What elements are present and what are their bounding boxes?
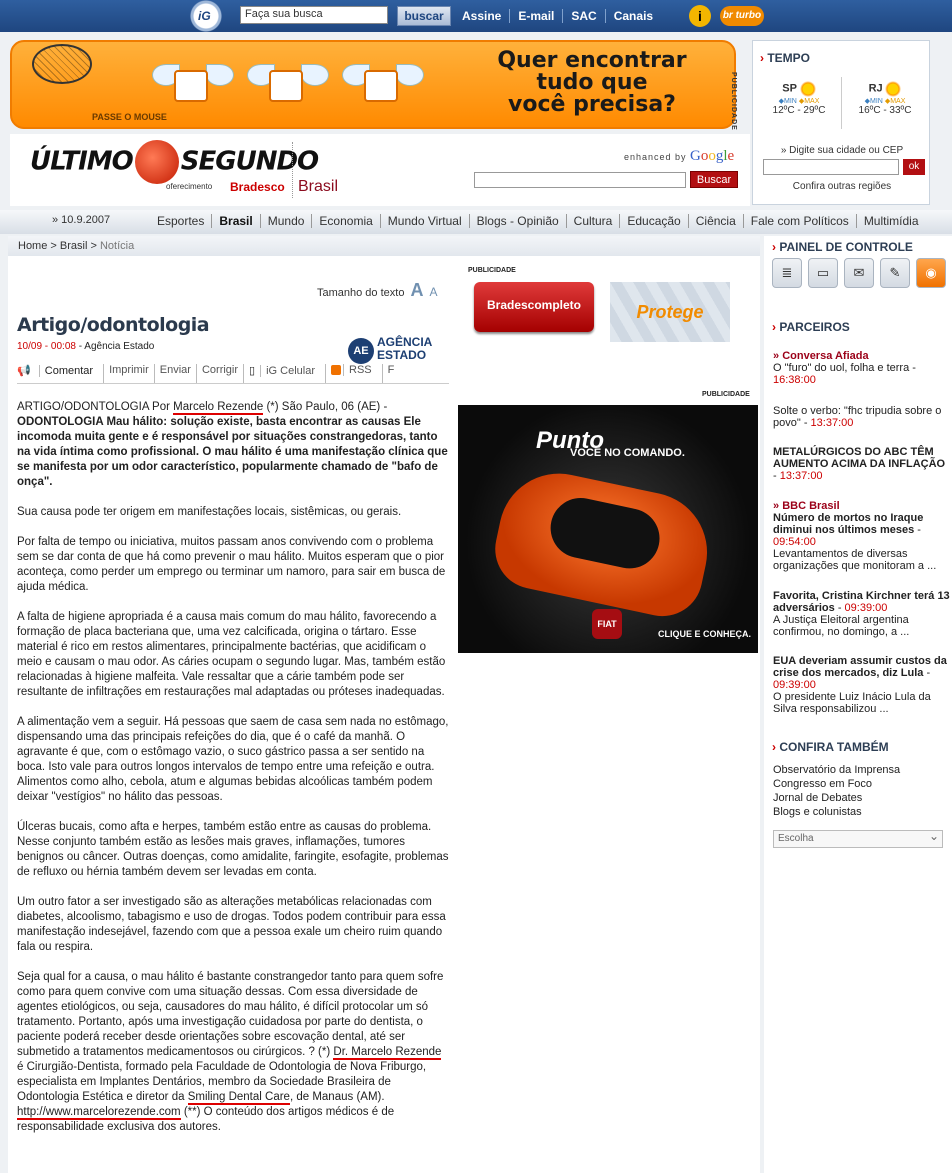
enhanced-by-label: enhanced by [624,152,687,162]
section-nav [0,210,952,234]
banner-headline-line: Quer encontrar [497,48,687,73]
partner-news-item[interactable]: » Conversa Afiada O "furo" do uol, folha e terra - 16:38:00 [773,350,951,386]
rss-button[interactable]: RSS [325,364,382,383]
confira-link[interactable]: Observatório da Imprensa [773,764,901,776]
weather-city-sp[interactable] [759,81,839,116]
nav-mundo[interactable]: Mundo [260,214,312,228]
weather-title-text: TEMPO [767,51,811,65]
nav-ciencia[interactable]: Ciência [688,214,743,228]
nav-blogs[interactable]: Blogs - Opinião [469,214,566,228]
info-icon[interactable]: i [689,5,711,27]
header-divider [292,142,293,198]
confira-link[interactable]: Congresso em Foco [773,778,873,790]
font-size-label: Tamanho do texto [317,287,405,299]
article-paragraph: A alimentação vem a seguir. Há pessoas que saem de casa sem nada no estômago, dispensando uma das principais refeições do dia, que é o café da manhã. O agravante é que, com o estômago vazio, o suco gástrico passa a ser sentido na boca. Isto vale para outros longos intervalos de tempo entre uma refeição e outra. Alimentos como alho, cebola, atum e algumas bebidas alcoólicas também podem deixar "vestígios" no hálito das pessoas. [17,716,449,803]
article-paragraph: Por falta de tempo ou iniciativa, muitos passam anos convivendo com o problema sem se dar conta de que há como prevenir o mau hálito. Muitos esperam que o pior aconteça, como perder um emprego ou terminar um namoro, para sair em busca de ajuda médica. [17,536,446,593]
ultimo-segundo-logo[interactable] [30,140,318,184]
article-paragraph: Úlceras bucais, como afta e herpes, também estão entre as causas do problema. Nesse conjunto também estão as lesões mais graves, inflamações, tumores benignos ou câncer. Outras doenças, como amidalite, faringite, esofagite, problemas de refluxo ou hérnia também devem ser levadas em conta. [17,821,449,878]
temperature-range: 12ºC - 29ºC [772,105,826,116]
nav-mundo-virtual[interactable]: Mundo Virtual [380,214,469,228]
breadcrumb-current: Notícia [99,240,135,252]
fiat-logo: FIAT [592,609,622,639]
ad-pub-label: PUBLICIDADE [468,267,516,274]
google-search-button[interactable]: Buscar [690,171,738,188]
article-lead: ARTIGO/ODONTOLOGIA Por Marcelo Rezende (*) São Paulo, 06 (AE) - ODONTOLOGIA Mau hálito: solução existe, basta encontrar as causas Ele incomoda muita gente e é responsável por situações constrangedoras, tanto na vida íntima como profissional. O mau hálito é uma manifestação clínica que se manifesta por um odor característico, popularmente chamado de "bafo de onça". [17,401,448,488]
news-headline: METALÚRGICOS DO ABC TÊM AUMENTO ACIMA DA INFLAÇÃO [773,446,946,470]
nav-links [150,214,926,228]
min-max-label: ◆MIN ◆MAX [864,98,906,105]
top-link-canais[interactable]: Canais [605,9,661,23]
protege-ad[interactable]: Protege [610,282,730,342]
google-logo: Google [690,148,735,164]
top-link-assine[interactable]: Assine [462,9,502,23]
article-title: Artigo/odontologia [17,314,210,336]
nav-esportes[interactable]: Esportes [157,214,205,228]
nav-brasil[interactable]: Brasil [211,214,259,228]
weather-city-rj[interactable] [845,81,925,116]
brturbo-logo[interactable]: br turbo [720,6,764,26]
brand-right: SEGUNDO [180,146,319,177]
banner-pub-label: PUBLICIDADE [730,72,737,131]
google-search-input[interactable] [474,172,686,188]
ad-pub-label: PUBLICIDADE [702,391,750,398]
winged-brush-icon [342,58,424,118]
rss-icon[interactable]: ◉ [916,258,946,288]
news-icon[interactable]: ≣ [772,258,802,288]
news-time: 13:37:00 [779,470,823,482]
nav-economia[interactable]: Economia [311,214,379,228]
folder-icon[interactable]: ▭ [808,258,838,288]
nav-educacao[interactable]: Educação [619,214,687,228]
article-source: - Agência Estado [75,341,155,352]
more-button[interactable]: F [382,364,400,383]
search-input[interactable]: Faça sua busca [240,6,388,24]
font-decrease-button[interactable]: A [429,285,438,299]
partner-news-item[interactable]: » BBC Brasil Número de mortos no Iraque diminui nos últimos meses - 09:54:00 Levantamentos de diversas organizações que monitoram a ... [773,500,951,572]
article-meta [17,341,154,352]
punto-cta: CLIQUE E CONHEÇA. [658,629,752,639]
news-time: 09:39:00 [844,602,888,614]
partner-news-item[interactable]: Favorita, Cristina Kirchner terá 13 adversários - 09:39:00 A Justiça Eleitoral argentina confirmou, no domingo, a ... [773,590,950,638]
print-button[interactable]: Imprimir [103,364,154,383]
brand-left: ÚLTIMO [30,146,133,177]
main-content [8,236,760,1173]
winged-house-icon [152,58,234,118]
agencia-estado-logo [348,336,448,364]
nav-date: » 10.9.2007 [52,214,111,226]
city-name: SP [782,82,797,95]
butterfly-net-icon [32,44,92,84]
temperature-range: 16ºC - 33ºC [858,105,912,116]
author-bio-link[interactable]: Dr. Marcelo Rezende [333,1046,442,1058]
control-panel-icons [772,258,946,288]
news-summary: A Justiça Eleitoral argentina confirmou, no domingo, a ... [773,614,910,638]
punto-tagline: VOCÊ NO COMANDO. [570,447,685,459]
edit-icon[interactable]: ✎ [880,258,910,288]
punto-title: Punto [536,427,604,454]
cep-ok-button[interactable]: ok [903,159,925,175]
ae-circle: AE [348,338,374,364]
search-button[interactable]: buscar [397,6,451,26]
news-time: 09:54:00 [773,536,816,548]
news-time: 09:39:00 [773,679,816,691]
news-source: » Conversa Afiada [773,350,951,362]
confira-link[interactable]: Jornal de Debates [773,792,863,804]
min-max-label: ◆MIN ◆MAX [778,98,820,105]
news-time: 13:37:00 [810,417,854,429]
banner-headline [492,50,692,116]
nav-multimidia[interactable]: Multimídia [856,214,926,228]
news-time: 16:38:00 [773,374,816,386]
top-bar [0,0,952,32]
news-summary: Levantamentos de diversas organizações que monitoram a ... [773,548,937,572]
winged-laptop-icon [247,58,329,118]
top-link-sac[interactable]: SAC [562,9,604,23]
sun-icon [800,81,816,97]
font-size-control [317,280,437,301]
cep-input[interactable] [763,159,899,175]
weather-title: › TEMPO [760,51,811,65]
other-regions-link[interactable]: Confira outras regiões [792,181,892,192]
bradesco-sponsor[interactable]: Bradesco [230,180,285,194]
nav-fale-politicos[interactable]: Fale com Políticos [743,214,856,228]
mail-icon[interactable]: ✉ [844,258,874,288]
logo-ball-icon [135,140,179,184]
article-paragraph: Sua causa pode ter origem em manifestações locais, sistêmicas, ou gerais. [17,506,402,518]
partner-news-item[interactable]: EUA deveriam assumir custos da crise dos mercados, diz Lula - 09:39:00 O presidente Luiz Inácio Lula da Silva responsabilizou ... [773,655,951,715]
article-paragraph: A falta de higiene apropriada é a causa mais comum do mau hálito, favorecendo a formação de placa bacteriana que, uma vez calcificada, origina o tártaro. Esse material é rico em restos alimentares, principalmente bactérias, que acidificam o meio e causam o mau odor. As cáries ocupam o segundo lugar. Mas, também estão relacionadas à higiene malfeita. Vale ressaltar que a cárie também pode ser resultante de infiltrações em restaurações mal adaptadas ou próteses inadequadas. [17,611,446,698]
breadcrumb: Home > Brasil > Notícia [8,236,760,256]
fiat-punto-ad[interactable] [458,405,758,653]
article-tools [17,364,449,384]
sun-cloud-icon [885,81,901,97]
top-link-email[interactable]: E-mail [509,9,562,23]
news-summary: O presidente Luiz Inácio Lula da Silva responsabilizou ... [773,691,931,715]
partners-title: › PARCEIROS [772,320,850,334]
breadcrumb-section[interactable]: Brasil [59,240,88,252]
article-body [17,400,449,1150]
send-button[interactable]: Enviar [154,364,196,383]
car-image [488,462,718,623]
weather-box [752,40,930,205]
agency-line: ESTADO [377,348,427,362]
rss-icon [331,365,341,375]
top-nav [462,9,661,23]
ig-logo[interactable] [176,0,232,32]
correct-button[interactable]: Corrigir [196,364,243,383]
panel-title: › PAINEL DE CONTROLE [772,240,913,254]
partner-news-item[interactable]: METALÚRGICOS DO ABC TÊM AUMENTO ACIMA DA INFLAÇÃO - 13:37:00 [773,446,946,482]
news-headline: Favorita, Cristina Kirchner terá 13 adversários [773,590,950,614]
city-name: RJ [868,82,883,95]
cep-label: » Digite sua cidade ou CEP [780,145,904,156]
comment-button[interactable]: 📢 Comentar [17,364,103,383]
clinic-link[interactable]: Smiling Dental Care [187,1091,290,1103]
agency-line: AGÊNCIA [377,335,433,349]
megaphone-icon: 📢 [17,365,34,377]
confira-select[interactable]: Escolha ⌄ [773,830,943,848]
banner-headline-line: tudo que [536,70,648,95]
news-headline: EUA deveriam assumir custos da crise dos mercados, diz Lula [773,655,947,679]
font-increase-button[interactable]: A [410,280,424,300]
ig-logo-text: iG [198,9,211,23]
site-header [10,134,750,206]
top-banner-ad[interactable] [10,40,736,129]
phone-icon: ▯ [249,365,256,377]
article-paragraph: Um outro fator a ser investigado são as alterações metabólicas relacionadas com diabetes, alcoolismo, tabagismo e uso de drogas. Todos podem contribuir para essa manifestação indesejável, fazendo com que a pessoa exale um cheiro ruim quando fala ou respira. [17,896,446,953]
weather-divider [841,77,842,129]
author-link[interactable]: Marcelo Rezende [173,401,264,413]
sponsor-prefix: oferecimento [166,182,213,191]
author-website-link[interactable]: http://www.marcelorezende.com [17,1106,181,1118]
breadcrumb-home[interactable]: Home [18,240,48,252]
partner-news-item[interactable]: Solte o verbo: "fhc tripudia sobre o povo" - 13:37:00 [773,405,942,429]
ig-celular-button[interactable]: ▯ iG Celular [243,364,325,383]
confira-link[interactable]: Blogs e colunistas [773,806,862,818]
article-date: 10/09 - 00:08 [17,341,76,352]
article-final-paragraph: Seja qual for a causa, o mau hálito é bastante constrangedor tanto para quem sofre como para quem convive com uma situação dessas. Com essa diversidade de agentes etiológicos, ou seja, causadores do mau hálito, é difícil protocolar um só tratamento. Portanto, após uma investigação cuidadosa por parte do dentista, o paciente poderá receber desde orientações sobre escovação dental, até ser submetido a tratamentos medicamentosos ou cirúrgicos. ? (*) Dr. Marcelo Rezende é Cirurgião-Dentista, formado pela Faculdade de Odontologia de Nova Friburgo, especialista em Implantes Dentários, membro da Sociedade Brasileira de Odontologia Estética e diretor da Smiling Dental Care, de Manaus (AM). http://www.marcelorezende.com (**) O conteúdo dos artigos médicos é de responsabilidade exclusiva dos autores. [17,971,444,1133]
bradesco-ad[interactable]: Bradescompleto [474,282,594,332]
news-source: » BBC Brasil [773,500,951,512]
confira-title: › CONFIRA TAMBÉM [772,740,889,754]
news-headline: Número de mortos no Iraque diminui nos últimos meses [773,512,924,536]
section-title: Brasil [298,178,339,195]
right-sidebar [764,236,952,1173]
banner-headline-line: você precisa? [508,92,676,117]
banner-mouse-text: PASSE O MOUSE [92,112,167,122]
nav-cultura[interactable]: Cultura [566,214,620,228]
